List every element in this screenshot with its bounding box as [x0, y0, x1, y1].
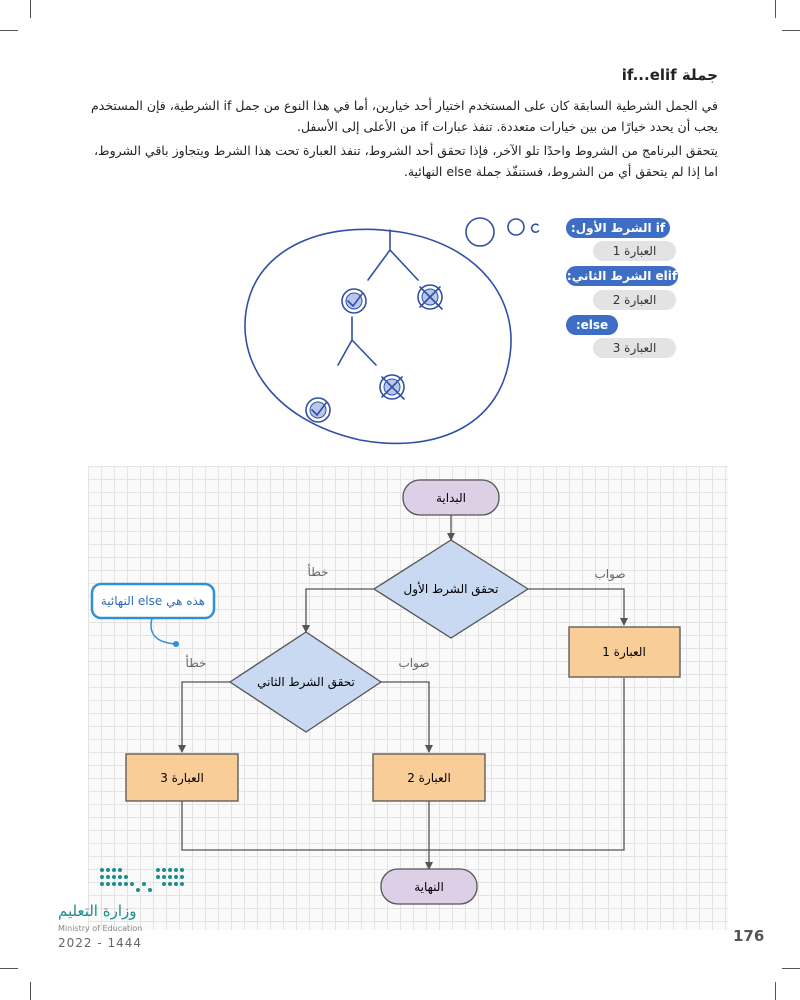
flow-arrow [182, 682, 230, 752]
flow-arrow [528, 589, 624, 625]
code-else-line: else: [566, 315, 618, 335]
code-elif-line: elif الشرط الثاني: [566, 266, 678, 286]
callout-dot [173, 641, 179, 647]
condition1-label: تحقق الشرط الأول [403, 582, 499, 596]
callout-pointer [151, 618, 176, 644]
statement1-label: العبارة 1 [602, 645, 646, 659]
code-statement-3: العبارة 3 [593, 338, 676, 358]
false-label: خطأ [307, 565, 329, 579]
code-statement-1: العبارة 1 [593, 241, 676, 261]
ministry-logo-icon [98, 864, 190, 896]
true-label: صواب [398, 656, 430, 670]
section-heading: جملة if...elif [621, 66, 718, 84]
intro-paragraph: في الجمل الشرطية السابقة كان على المستخدم اختيار أحد خيارين، أما في هذا النوع من جمل if الشرطية، فإن المستخدم يجب أن يحدد خيارًا من بين خيارات متعددة. تنفذ عبارات if من الأعلى إلى الأسفل. [91, 98, 718, 134]
flow-arrow [306, 589, 374, 632]
condition2-label: تحقق الشرط الثاني [257, 675, 355, 689]
end-label: النهاية [414, 880, 444, 894]
ministry-name-english: Ministry of Education [58, 924, 143, 933]
true-label: صواب [594, 567, 626, 581]
statement3-label: العبارة 3 [160, 771, 204, 785]
ministry-name-arabic: وزارة التعليم [58, 902, 137, 920]
statement2-label: العبارة 2 [407, 771, 451, 785]
flow-arrow [381, 682, 429, 752]
edition-year: 2022 - 1444 [58, 936, 143, 950]
code-if-line: if الشرط الأول: [566, 218, 670, 238]
false-label: خطأ [185, 656, 207, 670]
start-label: البداية [435, 491, 467, 505]
callout-label: هذه هي else النهائية [100, 594, 206, 608]
page-number: 176 [733, 927, 765, 945]
explanation-paragraph: يتحقق البرنامج من الشروط واحدًا تلو الآخر، فإذا تحقق أحد الشروط، تنفذ العبارة تحت هذا الشرط ويتجاوز باقي الشروط، اما إذا لم يتحقق أي من الشروط، فستنفّذ جملة else النهائية. [93, 143, 718, 179]
code-statement-2: العبارة 2 [593, 290, 676, 310]
